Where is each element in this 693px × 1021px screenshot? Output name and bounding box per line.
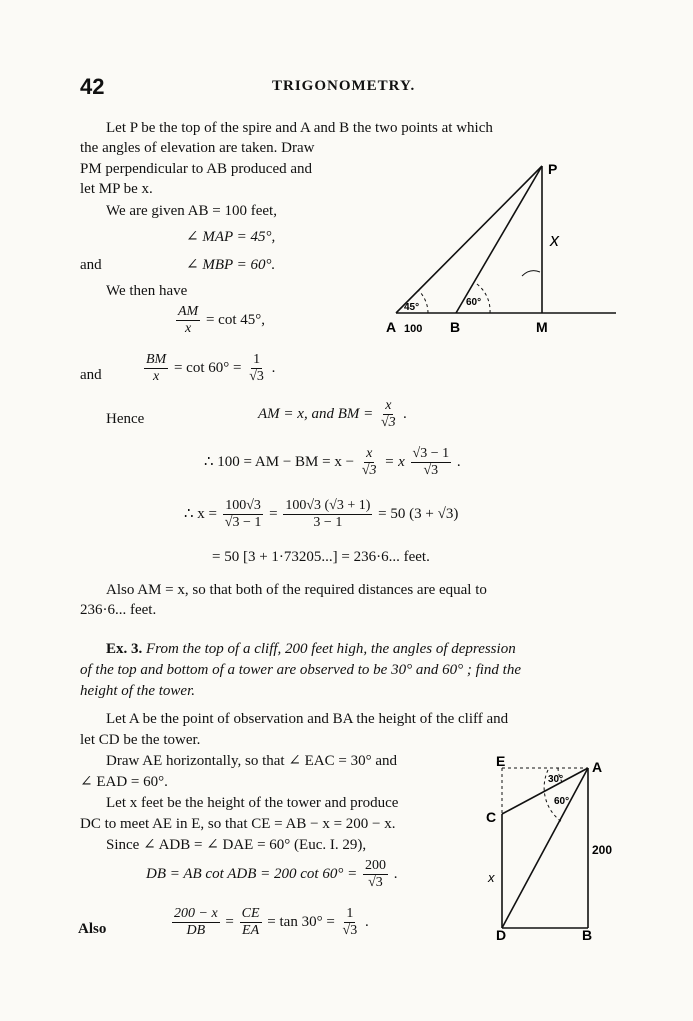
eq-db: DB = AB cot ADB = 200 cot 60° = $\frac{200}{√3}$ .: [146, 858, 398, 890]
solution-line-3: Draw AE horizontally, so that ∠ EAC = 30° and: [106, 753, 398, 769]
eq-am: $\frac{AM}{x}$ = cot 45°,: [178, 304, 266, 336]
hence-label: Hence: [106, 411, 145, 427]
example-line-2: of the top and bottom of a tower are observed to be 30° and 60° ; find the: [80, 662, 521, 678]
label-p: P: [548, 161, 558, 177]
label-b: B: [450, 319, 461, 335]
cliff-tower-figure: [482, 750, 622, 945]
example-line-3: height of the tower.: [80, 683, 195, 699]
label-m: M: [536, 319, 548, 335]
label-x: x: [550, 230, 559, 250]
solution-line-5: Let x feet be the height of the tower and produce: [106, 795, 399, 811]
eq-therefore-1: ∴ 100 = AM − BM = x − $\frac{x}{√3}$ = x $\frac{√3 - 1}{√3}$ .: [204, 446, 461, 478]
also-line-2: 236·6... feet.: [80, 602, 157, 618]
label-c: C: [486, 809, 497, 825]
then-have: We then have: [106, 283, 188, 299]
angle-map: ∠ MAP = 45°,: [186, 229, 276, 245]
also-word: Also: [78, 921, 107, 937]
label-d: D: [496, 927, 507, 943]
eq-hence: AM = x, and BM = $\frac{x}{√3}$ .: [258, 398, 408, 430]
label-30: 30°: [548, 774, 564, 785]
solution-line-7: Since ∠ ADB = ∠ DAE = 60° (Euc. I. 29),: [106, 837, 367, 853]
label-e: E: [496, 753, 506, 769]
and-label-2: and: [80, 367, 102, 383]
eq-last: $\frac{200 - x}{DB}$ = $\frac{CE}{EA}$ = tan 30° = $\frac{1}{√3}$ .: [174, 906, 369, 938]
also-line-1: Also AM = x, so that both of the required distances are equal to: [106, 582, 487, 598]
solution-line-1: Let A be the point of observation and BA the height of the cliff and: [106, 711, 509, 727]
solution-line-6: DC to meet AE in E, so that CE = AB − x = 200 − x.: [80, 816, 396, 832]
solution-line-4: ∠ EAD = 60°.: [80, 774, 168, 790]
example-line-1: Ex. 3. From the top of a cliff, 200 feet high, the angles of depression: [106, 641, 516, 657]
intro-line-2: the angles of elevation are taken. Draw: [80, 140, 315, 156]
label-b2: B: [582, 927, 593, 943]
label-200: 200: [592, 843, 613, 857]
eq-therefore-2: ∴ x = $\frac{100√3}{√3 - 1}$ = $\frac{100√3 (√3 + 1)}{3 - 1}$ = 50 (3 + √3): [184, 498, 459, 530]
angle-mbp: ∠ MBP = 60°.: [186, 257, 276, 273]
and-label: and: [80, 257, 102, 273]
spire-figure: [380, 158, 620, 348]
label-x2: x: [488, 870, 495, 885]
running-title: TRIGONOMETRY.: [272, 78, 416, 94]
label-60: 60°: [466, 297, 482, 308]
label-a: A: [386, 319, 397, 335]
example-label: Ex. 3.: [106, 641, 143, 657]
label-a2: A: [592, 759, 603, 775]
given-line: We are given AB = 100 feet,: [106, 203, 277, 219]
solution-line-2: let CD be the tower.: [80, 732, 201, 748]
intro-line-1: Let P be the top of the spire and A and B the two points at which: [106, 120, 493, 136]
label-60b: 60°: [554, 796, 570, 807]
eq-bm: $\frac{BM}{x}$ = cot 60° = $\frac{1}{√3}$ .: [146, 352, 276, 384]
intro-line-4: let MP be x.: [80, 181, 153, 197]
label-100: 100: [404, 323, 423, 335]
eq-result: = 50 [3 + 1·73205...] = 236·6... feet.: [212, 549, 430, 565]
label-45: 45°: [404, 302, 420, 313]
intro-line-3: PM perpendicular to AB produced and: [80, 161, 313, 177]
page-number: 42: [80, 74, 105, 99]
